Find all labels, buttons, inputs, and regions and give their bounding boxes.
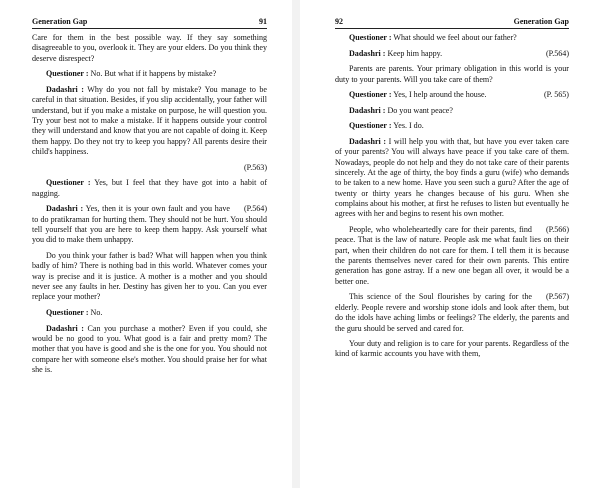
paragraph-reference: (P.564) bbox=[243, 204, 267, 214]
speaker-label: Questioner : bbox=[349, 90, 392, 100]
paragraph bbox=[32, 308, 267, 318]
paragraph-text: I will help you with that, but have you ever taken care of your parents? You will always have peace if you take care of them. Nowadays, people do not help and they do not take care of their parents sincerely. At the age of thirty, the boy finds a guru (wife) who demands to be taken to a new home. Have you seen such a guru? After the age of twenty or thirty years he changes because of his guru. When she complains about his mother, at first he refuses to listen but eventually he agrees with her and begins to resent his own mother. bbox=[335, 136, 569, 219]
paragraph-reference: (P. 565) bbox=[543, 90, 569, 100]
right-header-title: Generation Gap bbox=[513, 17, 569, 26]
paragraph-text: Yes, I help around the house. bbox=[391, 90, 487, 100]
paragraph-text: Care for them in the best possible way. If they say something disagreeable to you, overlook it. They are your elders. Do you think they deserve disrespect? bbox=[32, 33, 267, 63]
speaker-label: Questioner : bbox=[46, 69, 89, 79]
paragraph bbox=[32, 204, 267, 246]
paragraph bbox=[335, 121, 569, 131]
paragraph-text: Keep him happy. bbox=[385, 48, 443, 58]
speaker-label: Questioner : bbox=[349, 33, 392, 42]
paragraph bbox=[32, 251, 267, 303]
paragraph-text: Parents are parents. Your primary obligation in this world is your duty to your parents. Will you take care of them? bbox=[335, 64, 569, 84]
speaker-label: Dadashri : bbox=[46, 204, 84, 214]
right-page bbox=[300, 0, 599, 488]
paragraph-text: Yes, but I feel that they have got into a habit of nagging. bbox=[32, 178, 267, 198]
paragraph bbox=[335, 64, 569, 85]
left-page bbox=[0, 0, 292, 488]
paragraph-text: Can you purchase a mother? Even if you could, she would be no good to you. What good is a fair and pretty mom? The mother that you have is good and she is the one for you. You should not compare her with someone else's mother. You should praise her for what she is. bbox=[32, 323, 267, 374]
paragraph-text: What should we feel about our father? bbox=[391, 33, 517, 42]
paragraph bbox=[32, 85, 267, 158]
speaker-label: Dadashri : bbox=[349, 136, 387, 146]
paragraph-text: This science of the Soul flourishes by caring for the elderly. People revere and worship stone idols and look after them, but do the idols have aching limbs or feelings? The elderly, the parents and the guru should be served and cared for. bbox=[335, 292, 569, 333]
speaker-label: Dadashri : bbox=[46, 323, 84, 333]
speaker-label: Questioner : bbox=[349, 121, 392, 131]
left-page-content bbox=[32, 29, 267, 375]
paragraph-text: No. But what if it happens by mistake? bbox=[88, 69, 217, 79]
left-page-header bbox=[32, 0, 267, 29]
paragraph bbox=[32, 69, 267, 79]
speaker-label: Questioner : bbox=[46, 307, 89, 317]
speaker-label: Dadashri : bbox=[349, 105, 386, 115]
paragraph bbox=[335, 292, 569, 334]
paragraph-text: Do you want peace? bbox=[385, 105, 453, 115]
paragraph-text: Your duty and religion is to care for your parents. Regardless of the kind of karmic accounts you have with them, bbox=[335, 339, 569, 359]
paragraph bbox=[32, 324, 267, 376]
paragraph-text: No. bbox=[88, 307, 103, 317]
paragraph bbox=[335, 90, 569, 100]
paragraph bbox=[335, 49, 569, 59]
paragraph-text: Yes, then it is your own fault and you have to do pratikraman for hurting them. They should not be hurt. You should tell yourself that you are here to keep them happy. Ask yourself what you did to make them unhappy. bbox=[32, 204, 267, 245]
speaker-label: Dadashri : bbox=[46, 84, 84, 94]
speaker-label: Questioner : bbox=[46, 178, 91, 188]
paragraph-text: Why do you not fall by mistake? You manage to be careful in that situation. Besides, if you slip accidentally, your father will understand, but if you make a mistake on purpose, he will question you. Try your best not to make a mistake. If it happens outside your control they will understand and know that you are not capable of doing it. Keep them happy. Do they not try to keep you happy? All parents desire their child's happiness. bbox=[32, 84, 267, 157]
paragraph-text: People, who wholeheartedly care for their parents, find peace. That is the law of nature. People ask me what fault lies on their part, when their children do not care for them. I tell them it is because the parents themselves never cared for their own parents. This entire generation has gone astray. If a new one began all over, it would be a better one. bbox=[335, 224, 569, 286]
paragraph-reference: (P.567) bbox=[545, 292, 569, 302]
right-page-content bbox=[335, 29, 569, 360]
left-header-title: Generation Gap bbox=[32, 17, 88, 26]
paragraph bbox=[335, 106, 569, 116]
paragraph bbox=[335, 339, 569, 360]
paragraph-text: Do you think your father is bad? What will happen when you think badly of him? There is nothing bad in this world. Whatever comes your way is precise and it is justice. A mother is a mother and you should never see any faults in her. Destiny has given her to you. Can you ever replace your mother? bbox=[32, 250, 267, 302]
paragraph bbox=[32, 33, 267, 64]
paragraph-text: Yes. I do. bbox=[391, 121, 424, 131]
paragraph bbox=[335, 33, 569, 43]
paragraph-reference: (P.564) bbox=[545, 48, 569, 58]
paragraph bbox=[32, 178, 267, 199]
speaker-label: Dadashri : bbox=[349, 48, 386, 58]
paragraph-reference: (P.563) bbox=[243, 162, 267, 172]
paragraph bbox=[335, 137, 569, 220]
left-page-number: 91 bbox=[259, 17, 267, 26]
page-gutter bbox=[292, 0, 300, 488]
paragraph-reference: (P.566) bbox=[545, 224, 569, 234]
paragraph bbox=[335, 225, 569, 287]
right-page-number: 92 bbox=[335, 17, 343, 26]
right-page-header bbox=[335, 0, 569, 29]
